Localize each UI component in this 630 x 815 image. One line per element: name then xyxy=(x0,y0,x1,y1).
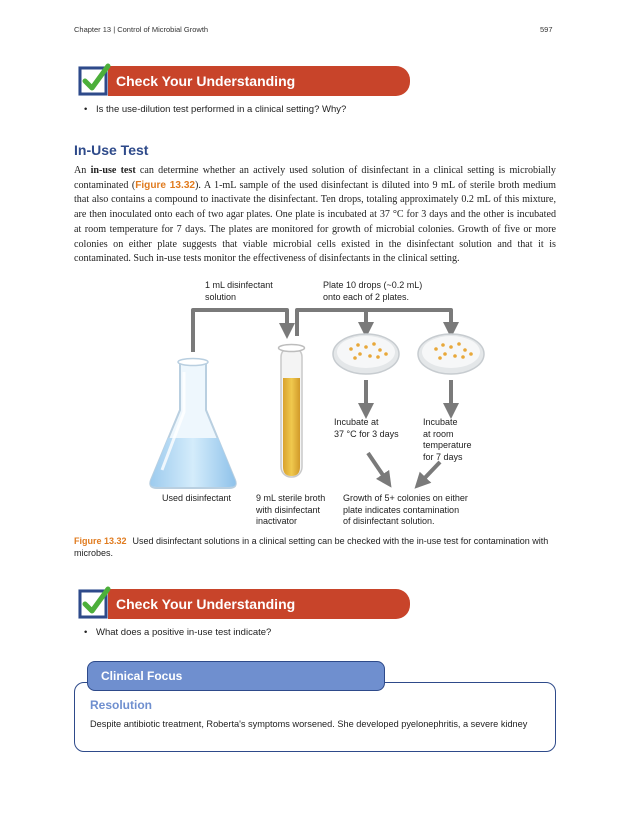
label-used-disinfectant: Used disinfectant xyxy=(162,493,232,503)
label-line: temperature xyxy=(423,440,472,450)
label-line: onto each of 2 plates. xyxy=(323,291,410,302)
label-line: of disinfectant solution. xyxy=(343,516,435,526)
label-line: solution xyxy=(205,291,237,302)
transfer-arrow xyxy=(193,310,287,352)
key-term: in-use test xyxy=(90,165,136,176)
flask-icon xyxy=(150,359,236,489)
caption-text: Used disinfectant solutions in a clinical setting can be checked with the in-use test for contamination with microbes. xyxy=(74,536,549,558)
label-line: with disinfectant xyxy=(256,504,321,515)
checkbox-check-icon xyxy=(78,589,108,619)
label-line: inactivator xyxy=(256,516,298,526)
petri-dish-1-icon xyxy=(333,334,399,374)
clinical-focus-box xyxy=(74,682,556,752)
petri-dish-2-icon xyxy=(418,334,484,374)
clinical-focus-title: Clinical Focus xyxy=(101,669,183,683)
check-understanding-title: Check Your Understanding xyxy=(116,73,296,89)
running-header: Chapter 13 | Control of Microbial Growth xyxy=(74,25,209,34)
label-1ml xyxy=(205,280,273,303)
label-incubate-37 xyxy=(334,417,399,440)
check-understanding-title: Check Your Understanding xyxy=(116,596,296,612)
figure-caption xyxy=(74,536,556,559)
test-tube-icon xyxy=(279,345,305,478)
label-line: for 7 days xyxy=(423,451,463,462)
label-line: plate indicates contamination xyxy=(343,504,460,515)
section-heading: In-Use Test xyxy=(74,142,149,158)
para-text: An xyxy=(74,165,91,176)
plating-arrow xyxy=(297,310,451,336)
label-growth xyxy=(343,493,468,528)
label-line: Growth of 5+ colonies on either xyxy=(343,493,468,503)
label-line: 9 mL sterile broth xyxy=(256,493,326,503)
cyu-question: • Is the use-dilution test performed in a clinical setting? Why? xyxy=(96,104,346,115)
label-broth xyxy=(256,493,325,528)
label-line: Plate 10 drops (~0.2 mL) xyxy=(323,280,423,290)
label-plate xyxy=(323,280,422,303)
page-number: 597 xyxy=(540,25,553,34)
clinical-focus-tab xyxy=(87,661,385,691)
label-line: Incubate at xyxy=(334,417,379,427)
label-line: at room xyxy=(423,428,454,439)
clinical-focus-subheading: Resolution xyxy=(90,698,152,712)
para-text: ). A 1-mL sample of the used disinfectant is diluted into 9 mL of sterile broth medium that also contains a compound to inactivate the disinfectant. Ten drops, totaling approximately 0.2 mL of this mixture, are then inoculated onto each of two agar plates. One plate is incubated at 37 °C for 3 days and the other is incubated at room temperature for 7 days. The plates are monitored for growth of microbial colonies. Growth of five or more colonies on either plate suggests that viable microbial cells existed in the disinfectant solution and that it is contaminated. Such in-use tests monitor the effectiveness of disinfectants in the clinical setting. xyxy=(74,179,556,265)
label-incubate-room xyxy=(423,417,472,463)
label-line: Incubate xyxy=(423,417,458,427)
label-line: 37 °C for 3 days xyxy=(334,428,399,439)
cyu-question-2: • What does a positive in-use test indicate? xyxy=(96,627,271,638)
result-arrow-1 xyxy=(368,453,387,481)
para-text: can determine whether an actively used solution of disinfectant in a clinical setting is microbially contaminated ( xyxy=(74,165,556,191)
result-arrow-2 xyxy=(420,462,440,483)
figure-link[interactable]: Figure 13.32 xyxy=(135,179,196,191)
caption-number: Figure 13.32 xyxy=(74,536,127,546)
clinical-focus-text: Despite antibiotic treatment, Roberta's symptoms worsened. She developed pyelonephritis, a severe kidney xyxy=(90,719,528,729)
label-line: 1 mL disinfectant xyxy=(205,280,273,290)
check-understanding-banner-2 xyxy=(78,589,410,619)
